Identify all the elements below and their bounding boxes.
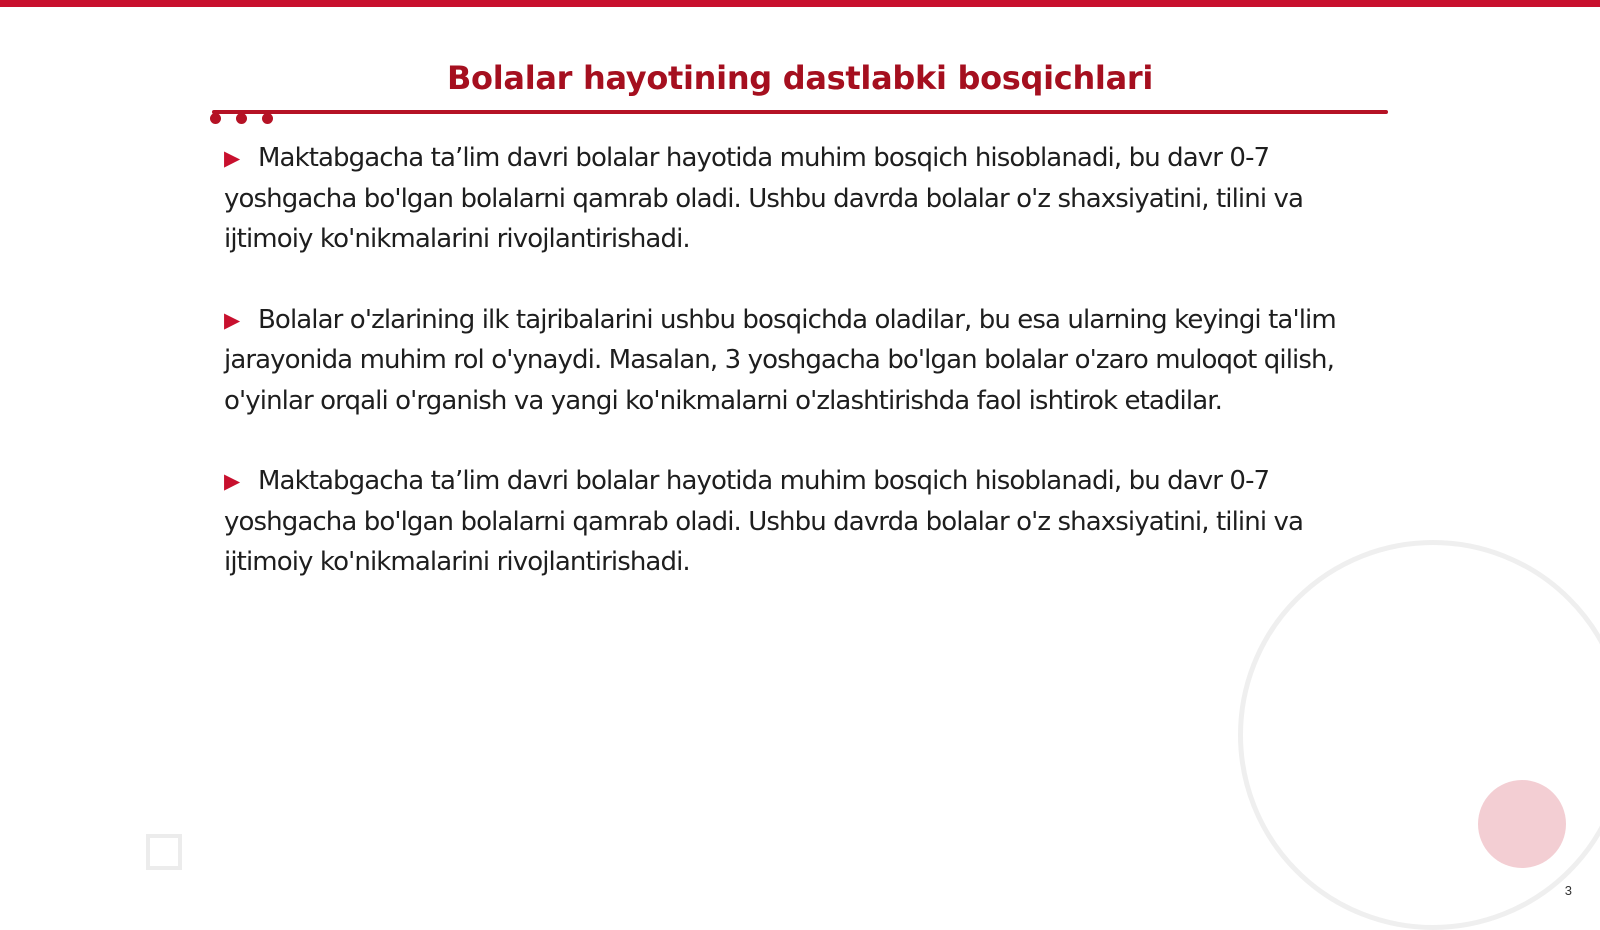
bullet-text: Maktabgacha ta’lim davri bolalar hayotida muhim bosqich hisoblanadi, bu davr 0-7 yoshgacha bo'lgan bolalarni qamrab oladi. Ushbu davrda bolalar o'z shaxsiyatini, tilini va ijtimoiy ko'nikmalarini rivojlantirishadi. [224,466,1304,577]
decor-circle-outline [1238,540,1600,930]
triangle-bullet-icon: ▶ [224,469,240,493]
bullet-text: Maktabgacha ta’lim davri bolalar hayotida muhim bosqich hisoblanadi, bu davr 0-7 yoshgacha bo'lgan bolalarni qamrab oladi. Ushbu davrda bolalar o'z shaxsiyatini, tilini va ijtimoiy ko'nikmalarini rivojlantirishadi. [224,143,1304,254]
triangle-bullet-icon: ▶ [224,307,240,332]
top-accent-bar [0,0,1600,7]
decor-dot-2 [236,113,247,124]
bullet-item [224,300,1374,422]
decor-dot-3 [262,113,273,124]
bullet-item [224,138,1374,260]
title-underline [212,110,1388,114]
slide-title: Bolalar hayotining dastlabki bosqichlari [446,59,1154,97]
page-number: 3 [1564,883,1572,898]
bullet-item [224,461,1374,583]
decor-square-outline [146,834,182,870]
bullet-list [224,138,1374,623]
decor-circle-filled [1478,780,1566,868]
triangle-bullet-icon: ▶ [224,146,240,170]
bullet-text: Bolalar o'zlarining ilk tajribalarini ushbu bosqichda oladilar, bu esa ularning keyingi ta'lim jarayonida muhim rol o'ynaydi. Masalan, 3 yoshgacha bo'lgan bolalar o'zaro muloqot qilish, o'yinlar orqali o'rganish va yangi ko'nikmalarni o'zlashtirishda faol ishtirok etadilar. [224,304,1336,416]
decor-dot-1 [210,113,221,124]
